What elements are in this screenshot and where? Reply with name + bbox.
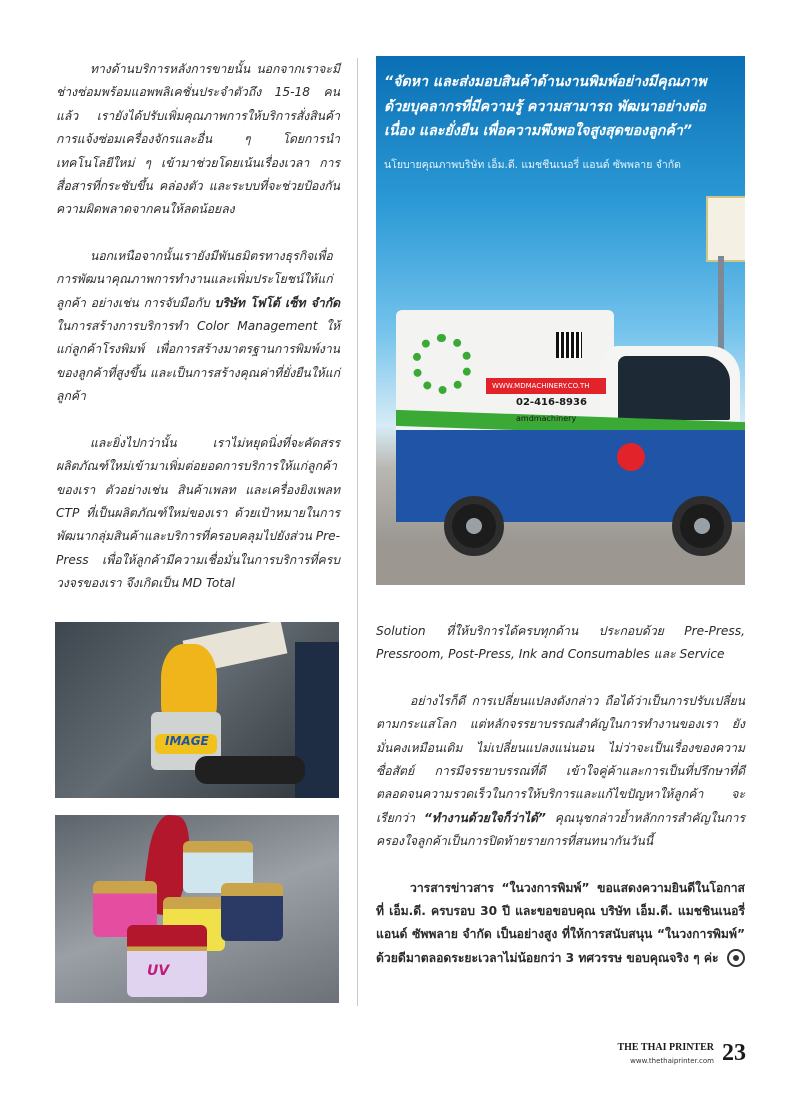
paragraph-new-products: และยิ่งไปกว่านั้น เราไม่หยุดนิ่งที่จะคัดสรรผลิตภัณฑ์ใหม่เข้ามาเพิ่มต่อยอดการบริการให้แก่ลูกค้าของเรา ตัวอย่างเช่น สินค้าเพลท และเครื่องยิงเพลท CTP ที่เป็นผลิตภัณฑ์ใหม่ของเรา ด้วยเป้าหมายในการพัฒนากลุ่มสินค้าและบริการที่ครอบคลุมไปยังส่วน Pre-Press เพื่อให้ลูกค้ามีความเชื่อมั่นในการบริการที่ครบวงจรของเรา จึงเกิดเป็น MD Total: [56, 435, 340, 591]
qr-code-icon: [556, 332, 582, 358]
partner-name: บริษัท โฟโต้ เซ็ท จำกัด: [214, 295, 341, 310]
company-sign: [706, 196, 745, 262]
column-divider: [357, 58, 358, 1006]
quality-policy-quote: “จัดหา และส่งมอบสินค้าด้านงานพิมพ์อย่างมีคุณภาพ ด้วยบุคลากรที่มีความรู้ ความสามารถ พัฒนาอย่างต่อเนื่อง และยั่งยืน เพื่อความพึงพอใจสูงสุดของลูกค้า”: [384, 74, 707, 139]
paragraph-congratulations: วารสารข่าวสาร “ในวงการพิมพ์” ขอแสดงความยินดีในโอกาสที่ เอ็ม.ดี. ครบรอบ 30 ปี และขอขอบคุณ บริษัท เอ็ม.ดี. แมชชินเนอรี่ แอนด์ ซัพพลาย จำกัด เป็นอย่างสูง ที่ให้การสนับสนุน “ในวงการพิมพ์” ด้วยดีมาตลอดระยะเวลาไม่น้อยกว่า 3 ทศวรรษ ขอบคุณจริง ๆ ค่ะ: [376, 877, 745, 971]
uv-can-black: [221, 883, 283, 941]
truck-url: WWW.MDMACHINERY.CO.TH: [486, 378, 606, 394]
target-icon: [727, 949, 745, 967]
page-number: 23: [722, 1040, 746, 1066]
truck-rear-wheel: [444, 496, 504, 556]
paragraph-solution: Solution ที่ให้บริการได้ครบทุกด้าน ประกอบด้วย Pre-Press, Pressroom, Post-Press, Ink and Consumables และ Service: [376, 624, 745, 662]
right-column: [376, 620, 745, 970]
photo-uv-inks: [55, 815, 339, 1003]
photo-ink-pouring: [55, 622, 339, 798]
uv-can-label: UV: [147, 963, 170, 979]
ink-can-label: IMAGE: [165, 734, 209, 748]
gear-icon: [412, 334, 472, 394]
page-footer: [617, 1040, 746, 1074]
truck-phone: 02-416-8936: [516, 397, 587, 408]
hero-photo-truck: [376, 56, 745, 585]
truck-front-wheel: [672, 496, 732, 556]
uv-can-red: [127, 925, 207, 997]
quote-heart: “ทำงานด้วยใจก็ว่าได้”: [424, 810, 546, 825]
paragraph-after-sales: ทางด้านบริการหลังการขายนั้น นอกจากเราจะมีช่างซ่อมพร้อมแอพพลิเคชั่นประจำตัวถึง 15-18 คนแล้ว เรายังได้ปรับเพิ่มคุณภาพการให้บริการสั่งสินค้า การแจ้งซ่อมเครื่องจักรและอื่น ๆ โดยการนำเทคโนโลยีใหม่ ๆ เข้ามาช่วยโดยเน้นเรื่องเวลา การสื่อสารที่กระชับขึ้น คล่องตัว และระบบที่จะช่วยป้องกันความผิดพลาดจากคนให้ลดน้อยลง: [56, 62, 340, 217]
magazine-website: www.thethaiprinter.com: [630, 1057, 714, 1065]
md-logo-icon: [614, 440, 648, 474]
truck-window: [618, 356, 730, 420]
paragraph-principles: อย่างไรก็ดี การเปลี่ยนแปลงดังกล่าว ถือได้ว่าเป็นการปรับเปลี่ยนตามกระแสโลก แต่หลักจรรยาบรรณสำคัญในการทำงานของเรา ยังมั่นคงเหมือนเดิม ไม่เปลี่ยนแปลงแน่นอน ไม่ว่าจะเป็นเรื่องของความซื่อสัตย์ การมีจรรยาบรรณที่ดี เข้าใจคู่ค้าและการเป็นที่ปรึกษาที่ดี ตลอดจนความรวดเร็วในการให้บริการและแก้ไขปัญหาให้ลูกค้า จะเรียกว่า “ทำงานด้วยใจก็ว่าได้” คุณนุชกล่าวย้ำหลักการสำคัญในการครองใจลูกค้าเป็นการปิดท้ายรายการที่สนทนากันวันนี้: [376, 693, 745, 849]
gloved-hand: [195, 756, 305, 784]
truck-line-id: amdmachinery: [516, 414, 577, 423]
left-column: [56, 58, 340, 619]
paragraph-partners: นอกเหนือจากนั้นเรายังมีพันธมิตรทางธุรกิจเพื่อการพัฒนาคุณภาพการทำงานและเพิ่มประโยชน์ให้แก่ลูกค้า อย่างเช่น การจับมือกับ บริษัท โฟโต้ เซ็ท จำกัด ในการสร้างการบริการทำ Color Management ให้แก่ลูกค้าโรงพิมพ์ เพื่อการสร้างมาตรฐานการพิมพ์งานของลูกค้าที่สูงขึ้น และเป็นการสร้างคุณค่าที่ยั่งยืนให้แก่ลูกค้า: [56, 248, 341, 404]
magazine-name: THE THAI PRINTER: [617, 1042, 714, 1053]
quality-policy-caption: นโยบายคุณภาพบริษัท เอ็ม.ดี. แมชชีนเนอรี่ แอนด์ ซัพพลาย จำกัด: [384, 159, 681, 171]
